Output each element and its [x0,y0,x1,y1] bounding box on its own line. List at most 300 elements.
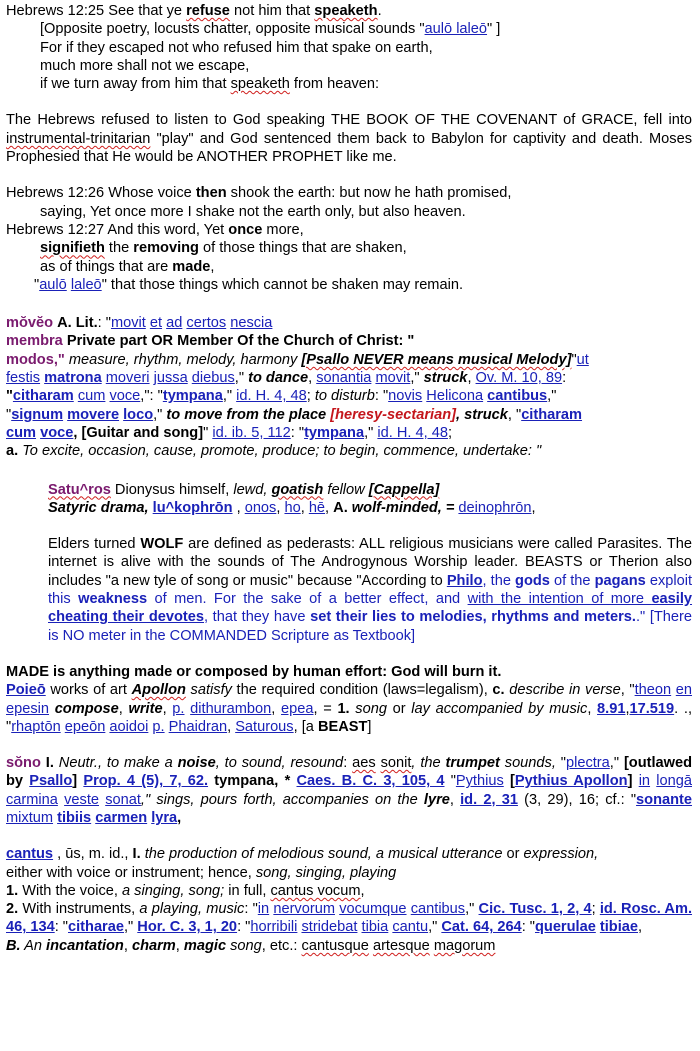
link[interactable]: movere [67,406,120,423]
text: An [20,937,47,954]
link[interactable]: nescia [230,315,273,332]
link[interactable]: citharae [68,919,124,936]
text: " that those things which cannot be shaken may remain. [101,276,463,293]
text: " [6,388,13,405]
text: if we turn away from him that [40,76,231,93]
link[interactable]: ad [166,315,183,332]
text: of the [549,572,595,589]
link[interactable]: veste [64,791,99,808]
text: ] [367,718,372,735]
headword-moveo: mŏvĕo [6,315,54,332]
entry-line [6,406,692,424]
text: gods [515,572,550,589]
text: song [226,937,262,954]
keyword-made: made [172,258,211,275]
text: from heaven: [289,76,380,93]
text: exploit this [48,572,693,608]
link[interactable]: cantu [392,919,429,936]
keyword-instrumental: instrumental-trinitarian [6,130,151,147]
link-laleo[interactable]: laleō [70,276,102,293]
note-cappella: [Cappella] [368,481,440,498]
text: , [467,370,476,387]
text: pagans [594,572,646,589]
text: , [276,499,285,516]
link[interactable]: carmen [95,809,148,826]
note-psallo: [Psallo NEVER means musical Melody] [301,351,572,368]
text: : [343,755,353,772]
link[interactable]: movit [375,370,411,387]
link-citation[interactable]: id. Rosc. Am. 46, 134 [6,901,693,936]
text: or [386,700,412,717]
text: Private part OR Member Of the Church of Christ: " [62,333,415,350]
text: ," [234,370,249,387]
link-citation[interactable]: id. H. 4, 48 [236,388,307,405]
text: noise [177,755,216,772]
text: fellow [323,481,369,498]
text: ," [364,424,378,441]
text: , [a [293,718,318,735]
text: magorum [433,937,496,954]
keyword-wolf: WOLF [140,536,184,553]
text: artesque [372,937,430,954]
text: , ūs, m. id., [53,846,133,863]
headword-sono: sŏno [6,755,41,772]
label: I. [40,755,54,772]
text: , [123,937,132,954]
link[interactable]: voce [40,424,74,441]
text: trumpet [445,755,500,772]
note-heresy: [heresy-sectarian] [330,406,456,423]
link[interactable]: lu^kophrōn [152,499,233,516]
link[interactable]: signum [11,406,64,423]
text: shook the earth: but now he hath promised, [226,185,512,202]
link[interactable]: aoidoi [109,718,149,735]
entry-line [6,864,692,882]
link[interactable]: deinophrōn [458,499,532,516]
label: c. [492,682,505,699]
text: ] [72,773,84,790]
link-citation[interactable]: id. H. 4, 48 [377,424,448,441]
text: ] [627,773,633,790]
text: tympana [208,773,275,790]
text: , [271,700,282,717]
text: [ [503,773,515,790]
heading-made [6,663,692,681]
text: : " [54,919,68,936]
link[interactable]: in [638,773,651,790]
entry-line [6,499,692,517]
text: , [449,791,461,808]
text: , " [620,682,635,699]
link[interactable]: tibiae [599,919,638,936]
verse-heb-12-27 [6,221,692,239]
verse-line [6,258,692,276]
text: to disturb [314,388,375,405]
keyword-refuse: refuse [186,3,230,19]
document-page [6,2,692,955]
headword-membra: membra [6,333,63,350]
text: , [587,700,598,717]
verse-heb-12-25 [6,2,692,20]
keyword-speaketh: speaketh [230,76,290,93]
text: in full, [224,882,271,899]
link[interactable]: certos [186,315,227,332]
verse-line [6,239,692,257]
link-citation[interactable]: Cat. 64, 264 [441,919,522,936]
text: , [625,700,630,717]
text: works of art [45,682,132,699]
link[interactable]: longā [656,773,692,790]
verse-line: much more shall not we escape, [40,57,250,74]
link[interactable]: cantibus [487,388,548,405]
keyword-apollon: Apollon [131,682,186,699]
text: ." [There is NO meter in the COMMANDED Scripture as Textbook] [48,609,692,644]
text: describe in verse [504,682,621,699]
text: , [162,700,173,717]
text: ," [547,388,557,405]
text: ," [222,388,237,405]
link[interactable]: voce [109,388,141,405]
text: , [232,499,245,516]
link-philo[interactable]: Philo [446,572,483,589]
text: expression, [519,846,599,863]
link[interactable]: loco [123,406,154,423]
entry-poieo [6,681,692,736]
text: " ] [487,21,501,38]
text: ; [447,424,453,441]
text: With instruments, [18,901,140,918]
text: measure, rhythm, melody, harmony [64,351,302,368]
text: Satyric drama, [48,499,153,516]
text: a singing, song; [122,882,225,899]
keyword-beast: BEAST [317,718,368,735]
link[interactable]: Pythius Apollon [514,773,628,790]
link-citation[interactable]: 8.91 [597,700,626,717]
link[interactable]: stridebat [301,919,358,936]
text: , the [482,572,516,589]
keyword-signifieth: signifieth [40,240,105,257]
link[interactable]: matrona [44,370,102,387]
link-citation[interactable]: Prop. 4 (5), 7, 62. [83,773,209,790]
link-poieo[interactable]: Poieō [6,682,46,699]
text: the required condition (laws=legalism), [231,682,493,699]
verse-heb-12-26 [6,184,692,202]
link[interactable]: mixtum [6,809,54,826]
text: : " [290,424,305,441]
link-citation[interactable]: Cic. Tusc. 1, 2, 4 [478,901,592,918]
link[interactable]: in [257,901,270,918]
keyword-speaketh: speaketh [314,3,378,19]
verse-line: For if they escaped not who refused him that spake on earth, [40,39,433,56]
link[interactable]: tibiis [57,809,92,826]
text: , [177,809,182,826]
text: charm [131,937,176,954]
link[interactable]: onos [244,499,277,516]
text: : " [97,315,111,332]
text: set their lies to melodies, rhythms and meters. [310,609,636,626]
link[interactable]: vocumque [339,901,407,918]
label: 2. [6,901,19,918]
text: , struck [455,406,508,423]
text: lay accompanied by music [411,700,588,717]
text: as of things that are [40,258,173,275]
link[interactable]: Phaidran [168,718,228,735]
text: ; [591,901,596,918]
text: , [325,499,334,516]
entry-line [6,387,692,405]
link[interactable]: theon [634,682,672,699]
text: , [227,718,236,735]
text: ; [306,388,315,405]
text: , [300,499,309,516]
text: to dance [248,370,309,387]
link[interactable]: en [675,682,693,699]
keyword-removing: removing [133,240,199,257]
entry-line [6,937,692,955]
text: Hebrews 12:27 And this word, Yet [6,221,229,238]
text: "play" and God sentenced them back to Babylon for captivity and death. Moses Prophesied that He would be ANOTHER PROPHET like me. [6,130,692,166]
text: With the voice, [18,882,122,899]
text: satisfy [185,682,232,699]
link[interactable]: tibia [361,919,389,936]
link[interactable]: cum [6,424,37,441]
entry-moveo [6,314,692,332]
link[interactable]: sonat [105,791,141,808]
link-citation[interactable]: Ov. M. 10, 89 [475,370,563,387]
text: , [531,499,536,516]
text: lewd, [233,481,272,498]
label: A. [333,499,348,516]
link[interactable]: easily cheating their devotes [48,591,693,626]
text: Hebrews 12:25 See that ye [6,3,187,19]
text: , that they have [204,609,311,626]
text: a playing, music [139,901,245,918]
text: " [571,351,577,368]
text: , [Guitar and song] [73,424,204,441]
link-citation[interactable]: id. ib. 5, 112 [212,424,291,441]
text: " [203,424,213,441]
text: To excite, occasion, cause, promote, produce; to begin, commence, undertake: " [18,443,542,460]
entry-line [6,442,692,460]
text: , to sound, resound [215,755,344,772]
text: not him that [229,3,315,19]
headword-saturos: Satu^ros [48,481,111,498]
link[interactable]: nervorum [273,901,335,918]
link[interactable]: moveri [105,370,150,387]
text: the [104,240,134,257]
text: cantus vocum [270,882,361,899]
link-aulo[interactable]: aulō [39,276,67,293]
link[interactable]: jussa [153,370,188,387]
text: lyre [423,791,450,808]
link-citation[interactable]: id. 2, 31 [460,791,518,808]
text: aes [352,755,376,772]
text: compose [49,700,119,717]
verse-note [6,20,692,38]
text: song, singing, playing [255,864,397,881]
text: Neutr., to make a [53,755,178,772]
verse-line [6,75,692,93]
link[interactable]: cum [77,388,106,405]
headword-modos: modos," [6,351,65,368]
text: , the [411,755,446,772]
keyword-once: once [228,221,263,238]
text: more, [262,221,304,238]
link[interactable]: sonante [636,791,692,808]
text: : " [521,919,535,936]
text: , etc.: [261,937,302,954]
label: B. [6,937,21,954]
link-cantus[interactable]: cantus [6,846,54,863]
verse-line [6,276,692,294]
text: ," [428,919,442,936]
text: of those things that are shaken, [198,240,407,257]
text: ,": " [140,388,163,405]
verse-line: saying, Yet once more I shake not the earth only, but also heaven. [40,203,466,220]
link-citation[interactable]: Caes. B. C. 3, 105, 4 [296,773,445,790]
link[interactable]: cantibus [410,901,466,918]
entry-line [6,882,692,900]
link-citation[interactable]: Hor. C. 3, 1, 20 [137,919,238,936]
link[interactable]: carmina [6,791,58,808]
link[interactable]: festis [6,370,41,387]
text: The Hebrews refused to listen to God speaking THE BOOK OF THE COVENANT of GRACE, fell into [6,112,692,129]
text: of men. For the sake of a better effect, and [147,591,468,608]
text: ," [609,755,624,772]
text: [outlawed by [6,755,693,790]
text: " [34,276,40,293]
link[interactable]: Helicona [426,388,484,405]
text: . [377,3,382,19]
text: : " [244,901,258,918]
text: ," [410,370,424,387]
keyword-goatish: goatish [271,481,324,498]
entry-saturos [6,481,692,499]
entry-line [6,332,692,350]
text: , * [274,773,297,790]
link[interactable]: novis [388,388,423,405]
text: " [450,773,456,790]
link[interactable]: diebus [191,370,235,387]
text: weakness [78,591,148,608]
text: to move from the place [166,406,331,423]
text: , " [507,406,522,423]
keyword-then: then [195,185,227,202]
link-psallo[interactable]: Psallo [29,773,73,790]
text: sonit [380,755,412,772]
link-aulo-laleo[interactable]: aulō laleō [424,21,488,38]
text: " [560,755,566,772]
text: are defined as pederasts: ALL religious musicians were called Parasites. The internet is alive with the sounds of The Androgynous Worship leader. BEASTS or Therion also includes "a new tyle of song or music" because "According to [48,536,692,589]
link-citation[interactable]: 17.519 [629,700,675,717]
text: ," [153,406,167,423]
link[interactable]: citharam [12,388,74,405]
text: struck [423,370,468,387]
entry-sono [6,754,692,827]
link[interactable]: et [149,315,163,332]
text: ," sings, pours forth, accompanies on the [140,791,424,808]
text: : [562,370,567,387]
entry-line [6,900,692,937]
entry-line [6,424,692,442]
text: incantation [46,937,124,954]
label: A. Lit. [57,315,98,332]
link[interactable]: epea [281,700,314,717]
label: 1. [337,700,350,717]
link[interactable]: sonantia [316,370,372,387]
link[interactable]: epesin [6,700,50,717]
text: , = [313,700,338,717]
link[interactable]: lyra [151,809,178,826]
text: ," [465,901,479,918]
text: sounds, [499,755,556,772]
link[interactable]: ut [576,351,589,368]
link[interactable]: citharam [521,406,583,423]
entry-line [6,369,692,387]
link[interactable]: dithurambon [190,700,272,717]
text: write [128,700,163,717]
text: Elders turned [48,536,141,553]
link[interactable]: querulae [534,919,596,936]
label: I. [132,846,141,863]
text: the production of melodious sound, a musical utterance [140,846,507,863]
text: wolf-minded, = [347,499,459,516]
label: a. [6,443,19,460]
text: , [210,258,215,275]
text: [Opposite poetry, locusts chatter, opposite musical sounds " [40,21,425,38]
text: Dionysus himself, [110,481,234,498]
text: ," [123,919,138,936]
text: cantusque [301,937,369,954]
entry-line [6,351,692,369]
link[interactable]: horribili [250,919,298,936]
text: , [638,919,643,936]
text: magic [183,937,227,954]
link[interactable]: movit [110,315,146,332]
label: 1. [6,882,19,899]
entry-cantus [6,845,692,863]
text: , [308,370,317,387]
link[interactable]: ho [284,499,301,516]
link[interactable]: tympana [304,424,365,441]
link[interactable]: rhaptōn [11,718,61,735]
text: : " [374,388,389,405]
text: : " [237,919,251,936]
link[interactable]: with the intention of more [467,591,652,608]
text: or [506,846,520,863]
link[interactable]: Saturous [235,718,294,735]
text: , [360,882,365,899]
text: (3, 29), 16; cf.: " [517,791,637,808]
paragraph-elders [6,535,692,645]
text: , [175,937,184,954]
text: , [118,700,129,717]
link[interactable]: Pythius [455,773,504,790]
link[interactable]: tympana [162,388,223,405]
text: either with voice or instrument; hence, [6,864,256,881]
text: Hebrews 12:26 Whose voice [6,185,196,202]
text: song [349,700,387,717]
text: . ., " [6,700,692,735]
text: MADE is anything made or composed by human effort: God will burn it. [6,663,502,680]
link[interactable]: plectra [565,755,610,772]
paragraph-hebrews-refused [6,111,692,166]
link[interactable]: p. [152,718,165,735]
link[interactable]: p. [172,700,185,717]
link[interactable]: hē [308,499,326,516]
link[interactable]: epeōn [64,718,106,735]
text: " [6,406,12,423]
